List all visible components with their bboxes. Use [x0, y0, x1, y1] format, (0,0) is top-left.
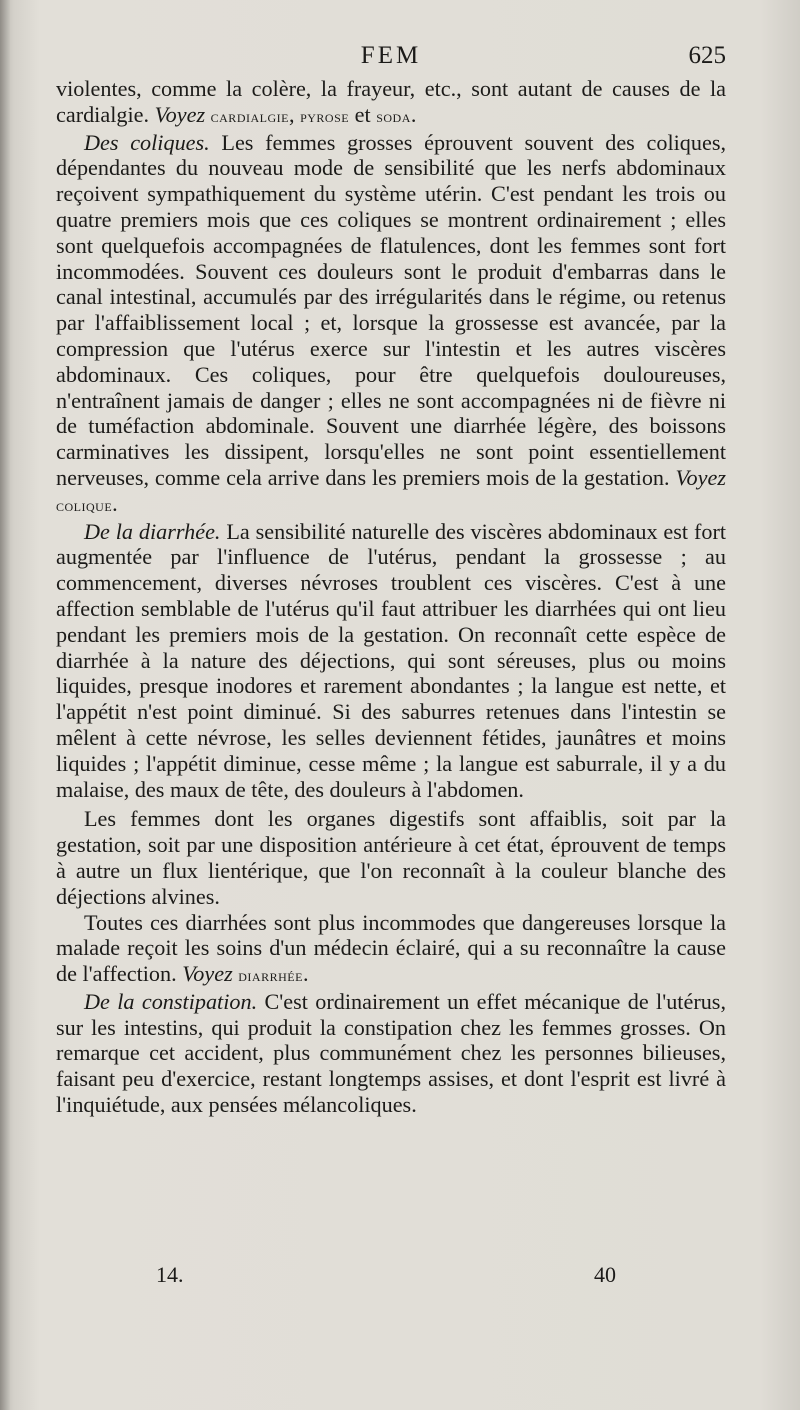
catchword: 40 [594, 1262, 616, 1287]
text-run: Les femmes grosses éprouvent souvent des coliques, dépendantes du nouveau mode de sensibilité que les nerfs abdominaux reçoivent sympathiquement du système utérin. C'est pendant les trois ou quatre premiers mois que ces coliques se montrent ordinairement ; elles sont quelquefois accompagnées de flatulences, dont les femmes sont fort incommodées. Souvent ces douleurs sont le produit d'embarras dans le canal intestinal, accumulés par des irrégularités dans le régime, ou retenus par l'affaiblissement local ; et, lorsque la grossesse est avancée, par la compression que l'utérus exerce sur l'intestin et les autres viscères abdominaux. Ces coliques, pour être quelquefois douloureuses, n'entraînent jamais de danger ; elles ne sont accompagnées ni de fièvre ni de tuméfaction abdominale. Souvent une diarrhée légère, des boissons carminatives les dissipent, lorsqu'elles ne sont point essentiellement nerveuses, comme cela arrive dans les premiers mois de la gestation. [56, 129, 726, 490]
smallcaps-reference: diarrhée [238, 966, 303, 986]
smallcaps-reference: soda [376, 106, 411, 126]
page-spine-shadow [0, 0, 10, 1410]
paragraph-coliques [56, 130, 726, 519]
running-head [56, 42, 726, 74]
text-run: violentes, comme la colère, la frayeur, etc., sont autant de causes de la cardialgie. [56, 76, 726, 127]
text-run: et [349, 101, 377, 127]
italic-run: Voyez [154, 101, 206, 127]
text-run: , [288, 101, 301, 127]
paragraph-diarrhee [56, 519, 726, 803]
italic-run: De la diarrhée. [84, 518, 221, 544]
italic-run: De la constipation. [84, 988, 258, 1014]
paragraph-diarrhees-incommodes [56, 910, 726, 989]
page-footer [56, 1262, 726, 1292]
paragraph-cardialgie-end [56, 76, 726, 130]
text-run: La sensibilité naturelle des viscères abdominaux est fort augmentée par l'influence de l'utérus, pendant la grossesse ; au commencement, diverses névroses troublent ces viscères. C'est à une affection semblable de l'utérus qu'il faut attribuer les diarrhées qui ont lieu pendant les premiers mois de la gestation. On reconnaît cette espèce de diarrhée à la nature des déjections, qui sont séreuses, plus ou moins liquides, presque inodores et rarement abondantes ; la langue est nette, et l'appétit n'est point diminué. Si des saburres retenues dans l'intestin se mêlent à cette névrose, les selles deviennent fétides, jaunâtres et moins liquides ; l'appétit diminue, cesse même ; la langue est saburrale, il y a du malaise, des maux de tête, des douleurs à l'abdomen. [56, 518, 727, 802]
smallcaps-reference: cardialgie [210, 106, 289, 126]
text-run: . [410, 101, 417, 127]
signature-mark: 14. [156, 1262, 184, 1287]
italic-run: Des coliques. [84, 129, 210, 155]
running-head-title: FEM [360, 42, 422, 69]
body-text [56, 76, 726, 1118]
paragraph-constipation [56, 989, 726, 1118]
text-run: Toutes ces diarrhées sont plus incommodes que dangereuses lorsque la malade reçoit les soins d'un médecin éclairé, qui a su reconnaître la cause de l'affection. [56, 909, 726, 987]
text-run: C'est ordinairement un effet mécanique de l'utérus, sur les intestins, qui produit la constipation chez les femmes grosses. On remarque cet accident, plus communément chez les personnes bilieuses, faisant peu d'exercice, restant longtemps assises, et dont l'esprit est livré à l'inquiétude, aux pensées mélancoliques. [56, 988, 726, 1118]
italic-run: Voyez [182, 961, 233, 987]
paragraph-flux-lienterique [56, 806, 726, 909]
smallcaps-reference: colique [56, 495, 113, 515]
text-run: . [302, 961, 309, 987]
page-number: 625 [688, 42, 726, 69]
smallcaps-reference: pyrose [300, 106, 350, 126]
text-run: Les femmes dont les organes digestifs sont affaiblis, soit par la gestation, soit par une disposition antérieure à cet état, éprouvent de temps à autre un flux lientérique, que l'on reconnaît à la couleur blanche des déjections alvines. [56, 806, 726, 909]
italic-run: Voyez [675, 464, 726, 490]
text-run: . [112, 490, 118, 516]
